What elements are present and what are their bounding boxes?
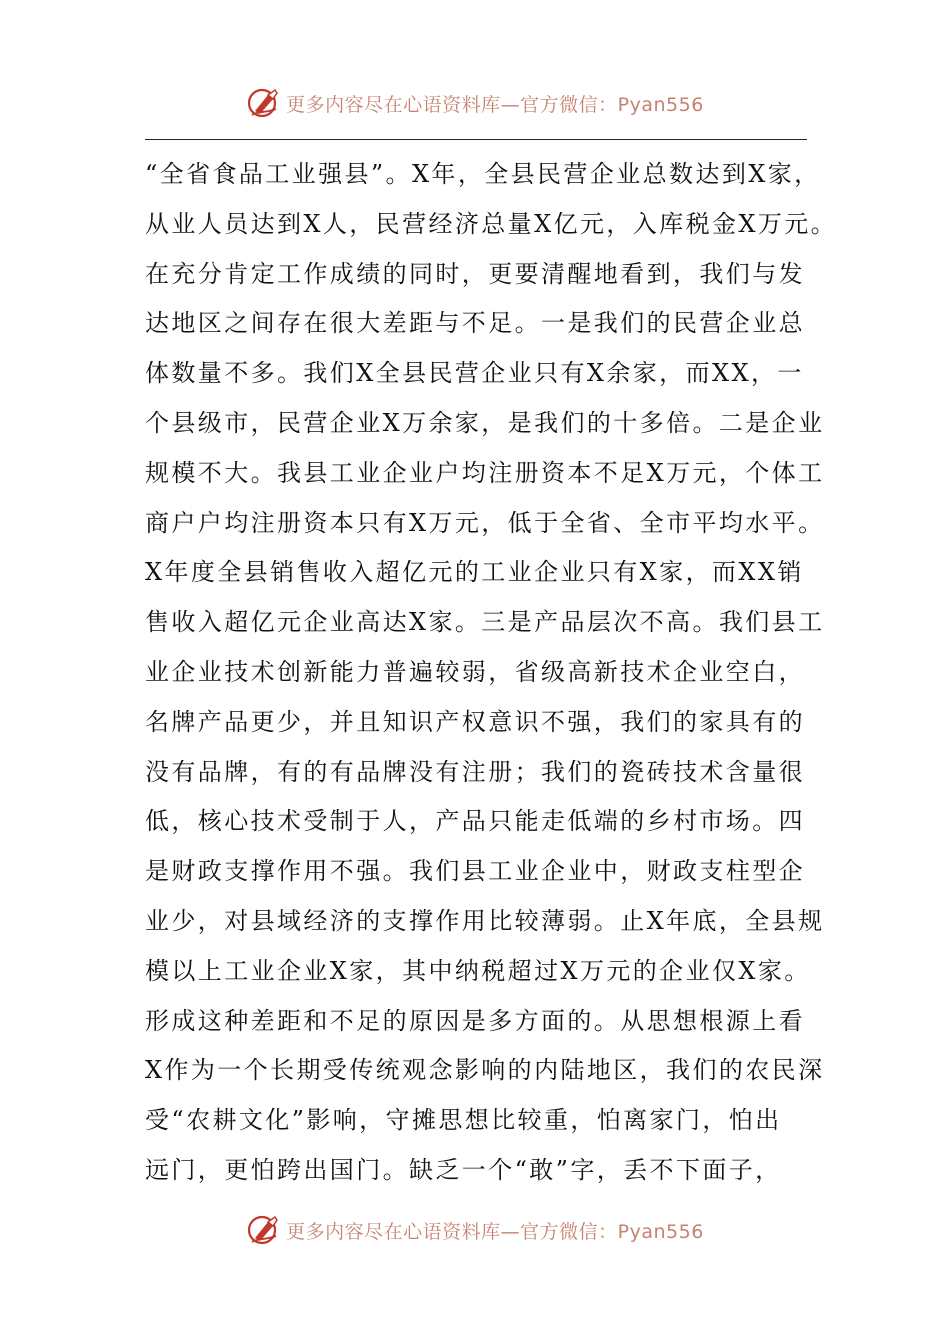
text-line: 体数量不多。我们X全县民营企业只有X余家，而XX，一 bbox=[145, 359, 804, 388]
text-line: 名牌产品更少，并且知识产权意识不强，我们的家具有的 bbox=[145, 707, 805, 736]
header-divider bbox=[145, 139, 807, 140]
text-line: 受“农耕文化”影响，守摊思想比较重，怕离家门，怕出 bbox=[145, 1106, 782, 1135]
text-line: 从业人员达到X人，民营经济总量X亿元，入库税金X万元。 bbox=[145, 209, 838, 238]
text-line: 模以上工业企业X家，其中纳税超过X万元的企业仅X家。 bbox=[145, 956, 811, 985]
document-body bbox=[145, 150, 838, 1196]
text-line: 达地区之间存在很大差距与不足。一是我们的民营企业总 bbox=[145, 309, 805, 338]
text-line: 低，核心技术受制于人，产品只能走低端的乡村市场。四 bbox=[145, 807, 805, 836]
text-line: X作为一个长期受传统观念影响的内陆地区，我们的农民深 bbox=[145, 1056, 825, 1085]
text-line: 业企业技术创新能力普遍较弱，省级高新技术企业空白， bbox=[145, 657, 805, 686]
pen-nib-logo-icon bbox=[246, 1212, 282, 1248]
text-line: 是财政支撑作用不强。我们县工业企业中，财政支柱型企 bbox=[145, 857, 805, 886]
footer-banner bbox=[0, 1210, 950, 1250]
text-line: 远门，更怕跨出国门。缺乏一个“敢”字，丢不下面子， bbox=[145, 1155, 782, 1184]
pen-nib-logo-icon bbox=[246, 85, 282, 121]
header-banner-text: 更多内容尽在心语资料库—官方微信：Pyan556 bbox=[286, 93, 704, 116]
footer-banner-text: 更多内容尽在心语资料库—官方微信：Pyan556 bbox=[286, 1220, 704, 1243]
text-line: 在充分肯定工作成绩的同时，更要清醒地看到，我们与发 bbox=[145, 259, 805, 288]
text-line: 业少，对县域经济的支撑作用比较薄弱。止X年底，全县规 bbox=[145, 906, 825, 935]
text-line: 形成这种差距和不足的原因是多方面的。从思想根源上看 bbox=[145, 1006, 805, 1035]
text-line: X年度全县销售收入超亿元的工业企业只有X家，而XX销 bbox=[145, 558, 804, 587]
text-line: 商户户均注册资本只有X万元，低于全省、全市平均水平。 bbox=[145, 508, 825, 537]
text-line: 规模不大。我县工业企业户均注册资本不足X万元，个体工 bbox=[145, 458, 825, 487]
header-banner bbox=[0, 83, 950, 123]
text-line: 售收入超亿元企业高达X家。三是产品层次不高。我们县工 bbox=[145, 608, 825, 637]
text-line: “全省食品工业强县”。X年，全县民营企业总数达到X家， bbox=[145, 160, 821, 188]
text-line: 个县级市，民营企业X万余家，是我们的十多倍。二是企业 bbox=[145, 408, 825, 437]
text-line: 没有品牌，有的有品牌没有注册；我们的瓷砖技术含量很 bbox=[145, 757, 805, 786]
